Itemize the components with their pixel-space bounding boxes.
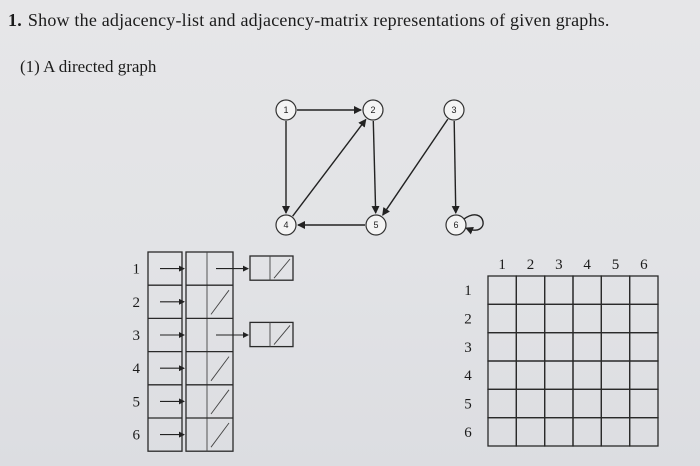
list-row-label: 5	[132, 394, 140, 411]
matrix-cell	[601, 333, 629, 361]
matrix-cell	[545, 389, 573, 417]
matrix-cell	[488, 361, 516, 389]
graph-node-3	[444, 100, 464, 120]
matrix-cell	[601, 276, 629, 304]
graph-node-6	[446, 215, 466, 235]
matrix-column-label: 5	[611, 257, 620, 273]
list-nil-slash	[274, 325, 290, 344]
matrix-cell	[601, 389, 629, 417]
node-label: 4	[283, 220, 289, 230]
graph-node-1	[276, 100, 296, 120]
matrix-row-label: 1	[464, 283, 472, 300]
node-label: 3	[451, 105, 457, 115]
edge-2-5	[373, 121, 375, 213]
list-nil-slash	[211, 357, 229, 381]
matrix-cell	[601, 361, 629, 389]
matrix-column-label: 4	[583, 257, 591, 273]
matrix-cell	[488, 304, 516, 332]
matrix-cell	[516, 276, 544, 304]
matrix-column-label: 3	[555, 257, 563, 273]
matrix-cell	[573, 361, 601, 389]
matrix-row-label: 3	[464, 339, 472, 356]
edge-6-6	[464, 215, 483, 230]
matrix-cell	[545, 333, 573, 361]
matrix-cell	[488, 276, 516, 304]
list-node-box	[250, 256, 293, 280]
graph-node-5	[366, 215, 386, 235]
adjacency-list	[133, 252, 294, 451]
matrix-cell	[601, 418, 629, 446]
matrix-row-label: 6	[464, 424, 472, 441]
matrix-cell	[573, 333, 601, 361]
list-nil-slash	[211, 423, 229, 447]
matrix-cell	[516, 333, 544, 361]
node-label: 2	[370, 105, 376, 115]
question-number: 1.	[8, 10, 22, 30]
matrix-cell	[630, 333, 658, 361]
matrix-row-label: 4	[464, 368, 472, 385]
graph-node-4	[276, 215, 296, 235]
matrix-cell	[545, 361, 573, 389]
matrix-cell	[630, 276, 658, 304]
matrix-cell	[630, 389, 658, 417]
node-label: 1	[283, 105, 289, 115]
subheading-directed-graph: (1) A directed graph	[20, 57, 157, 76]
matrix-cell	[630, 418, 658, 446]
matrix-cell	[516, 418, 544, 446]
list-node-block	[250, 322, 293, 346]
matrix-cell	[516, 304, 544, 332]
list-node-block	[250, 256, 293, 280]
matrix-column-label: 6	[640, 257, 648, 273]
matrix-row-label: 5	[464, 396, 472, 413]
directed-graph	[276, 100, 483, 235]
list-nil-slash	[211, 290, 229, 314]
matrix-cell	[573, 418, 601, 446]
matrix-column-label: 1	[498, 257, 506, 273]
list-node-box	[250, 322, 293, 346]
matrix-cell	[516, 361, 544, 389]
edge-4-2	[293, 120, 366, 217]
matrix-cell	[601, 304, 629, 332]
question-text: Show the adjacency-list and adjacency-matrix representations of given graphs.	[27, 10, 610, 30]
matrix-cell	[516, 389, 544, 417]
node-label: 5	[373, 220, 379, 230]
edge-3-5	[383, 119, 448, 215]
matrix-cell	[488, 333, 516, 361]
matrix-cell	[573, 304, 601, 332]
matrix-cell	[488, 418, 516, 446]
list-nil-slash	[274, 259, 290, 278]
list-row-label: 3	[132, 328, 140, 344]
list-row-label: 1	[132, 261, 140, 278]
matrix-cell	[545, 304, 573, 332]
list-row-label: 4	[132, 361, 140, 378]
list-row-label: 6	[132, 427, 140, 444]
list-nil-slash	[211, 390, 229, 414]
matrix-cell	[630, 361, 658, 389]
matrix-cell	[573, 276, 601, 304]
edge-3-6	[454, 121, 456, 213]
matrix-cell	[545, 276, 573, 304]
matrix-column-label: 2	[526, 257, 535, 273]
matrix-cell	[488, 389, 516, 417]
matrix-row-label: 2	[464, 311, 472, 328]
node-label: 6	[453, 220, 459, 230]
matrix-cell	[545, 418, 573, 446]
graph-node-2	[363, 100, 383, 120]
matrix-cell	[573, 389, 601, 417]
adjacency-matrix	[464, 257, 658, 446]
list-row-label: 2	[132, 294, 140, 311]
matrix-cell	[630, 304, 658, 332]
